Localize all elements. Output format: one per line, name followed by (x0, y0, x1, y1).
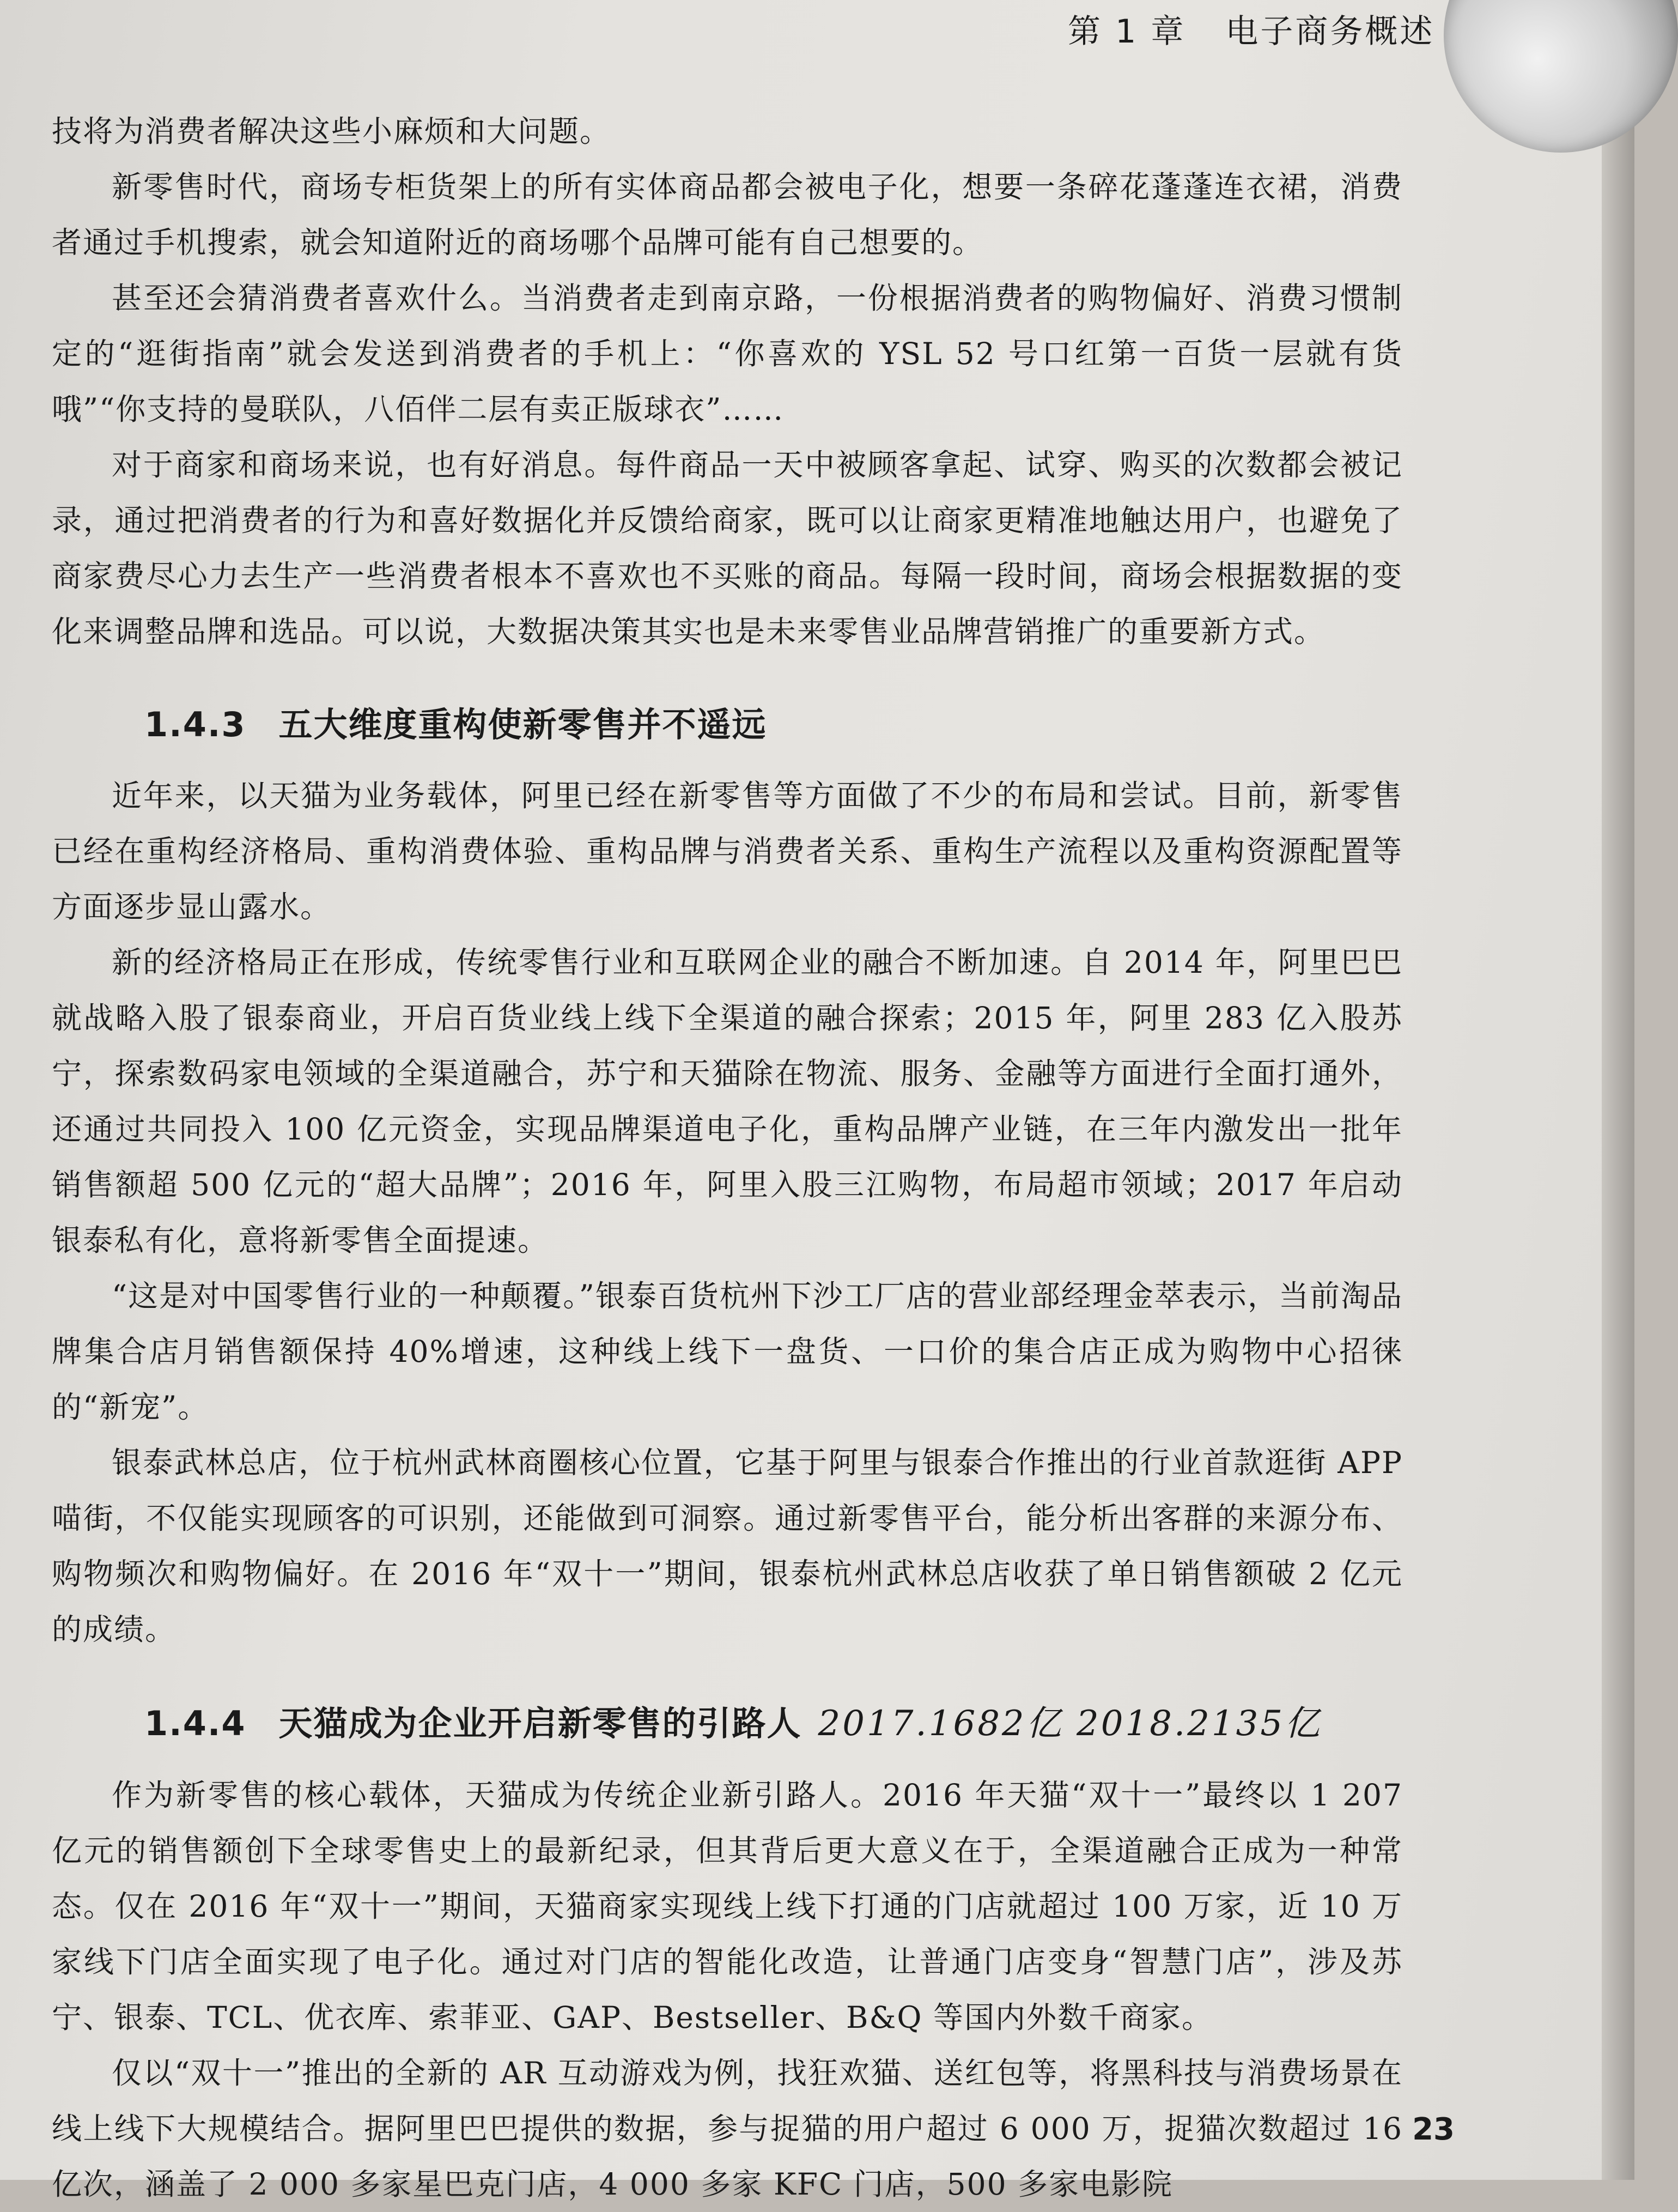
paragraph: 甚至还会猜消费者喜欢什么。当消费者走到南京路，一份根据消费者的购物偏好、消费习惯制定的“逛街指南”就会发送到消费者的手机上：“你喜欢的 YSL 52 号口红第一百货一层就有货哦”“你支持的曼联队，八佰伴二层有卖正版球衣”…… (52, 281, 1403, 427)
corner-decoration (1444, 0, 1678, 153)
handwritten-note: 2017.1682亿 2018.2135亿 (818, 1704, 1322, 1744)
section-title: 天猫成为企业开启新零售的引路人 (278, 1704, 802, 1743)
paragraph-continued: 技将为消费者解决这些小麻烦和大问题。 (52, 114, 611, 149)
paragraph: 仅以“双十一”推出的全新的 AR 互动游戏为例，找狂欢猫、送红包等，将黑科技与消费场景在线上线下大规模结合。据阿里巴巴提供的数据，参与捉猫的用户超过 6 000 万，捉猫次数超过 16 亿次，涵盖了 2 000 多家星巴克门店，4 000 多家 KFC 门店，500 多家电影院 (52, 2056, 1403, 2202)
running-header (1068, 5, 1434, 52)
paragraph: 近年来，以天猫为业务载体，阿里已经在新零售等方面做了不少的布局和尝试。目前，新零售已经在重构经济格局、重构消费体验、重构品牌与消费者关系、重构生产流程以及重构资源配置等方面逐步显山露水。 (52, 778, 1403, 924)
section-heading-1-4-3 (144, 698, 1403, 746)
page-edge-shadow (1602, 0, 1634, 2180)
page-content (52, 104, 1403, 2212)
paragraph: “这是对中国零售行业的一种颠覆。”银泰百货杭州下沙工厂店的营业部经理金萃表示，当前淘品牌集合店月销售额保持 40%增速，这种线上线下一盘货、一口价的集合店正成为购物中心招徕的“新宠”。 (52, 1278, 1403, 1425)
paragraph: 银泰武林总店，位于杭州武林商圈核心位置，它基于阿里与银泰合作推出的行业首款逛街 APP 喵街，不仅能实现顾客的可识别，还能做到可洞察。通过新零售平台，能分析出客群的来源分布、购物频次和购物偏好。在 2016 年“双十一”期间，银泰杭州武林总店收获了单日销售额破 2 亿元的成绩。 (52, 1445, 1403, 1647)
section-heading-1-4-4 (144, 1695, 1403, 1746)
paragraph: 作为新零售的核心载体，天猫成为传统企业新引路人。2016 年天猫“双十一”最终以 1 207 亿元的销售额创下全球零售史上的最新纪录，但其背后更大意义在于，全渠道融合正成为一种常态。仅在 2016 年“双十一”期间，天猫商家实现线上线下打通的门店就超过 100 万家，近 10 万家线下门店全面实现了电子化。通过对门店的智能化改造，让普通门店变身“智慧门店”，涉及苏宁、银泰、TCL、优衣库、索菲亚、GAP、Bestseller、B&Q 等国内外数千商家。 (52, 1778, 1403, 2035)
section-number: 1.4.3 (144, 705, 246, 744)
chapter-number: 第 1 章 (1068, 13, 1186, 51)
paragraph: 对于商家和商场来说，也有好消息。每件商品一天中被顾客拿起、试穿、购买的次数都会被记录，通过把消费者的行为和喜好数据化并反馈给商家，既可以让商家更精准地触达用户，也避免了商家费尽心力去生产一些消费者根本不喜欢也不买账的商品。每隔一段时间，商场会根据数据的变化来调整品牌和选品。可以说，大数据决策其实也是未来零售业品牌营销推广的重要新方式。 (52, 447, 1403, 649)
page-number: 23 (1412, 2112, 1455, 2147)
paragraph: 新零售时代，商场专柜货架上的所有实体商品都会被电子化，想要一条碎花蓬蓬连衣裙，消费者通过手机搜索，就会知道附近的商场哪个品牌可能有自己想要的。 (52, 169, 1403, 260)
section-title: 五大维度重构使新零售并不遥远 (278, 705, 767, 744)
chapter-title: 电子商务概述 (1225, 13, 1435, 51)
paragraph: 新的经济格局正在形成，传统零售行业和互联网企业的融合不断加速。自 2014 年，阿里巴巴就战略入股了银泰商业，开启百货业线上线下全渠道的融合探索；2015 年，阿里 283 亿入股苏宁，探索数码家电领域的全渠道融合，苏宁和天猫除在物流、服务、金融等方面进行全面打通外，还通过共同投入 100 亿元资金，实现品牌渠道电子化，重构品牌产业链，在三年内激发出一批年销售额超 500 亿元的“超大品牌”；2016 年，阿里入股三江购物，布局超市领域；2017 年启动银泰私有化，意将新零售全面提速。 (52, 945, 1403, 1258)
section-number: 1.4.4 (144, 1704, 246, 1743)
